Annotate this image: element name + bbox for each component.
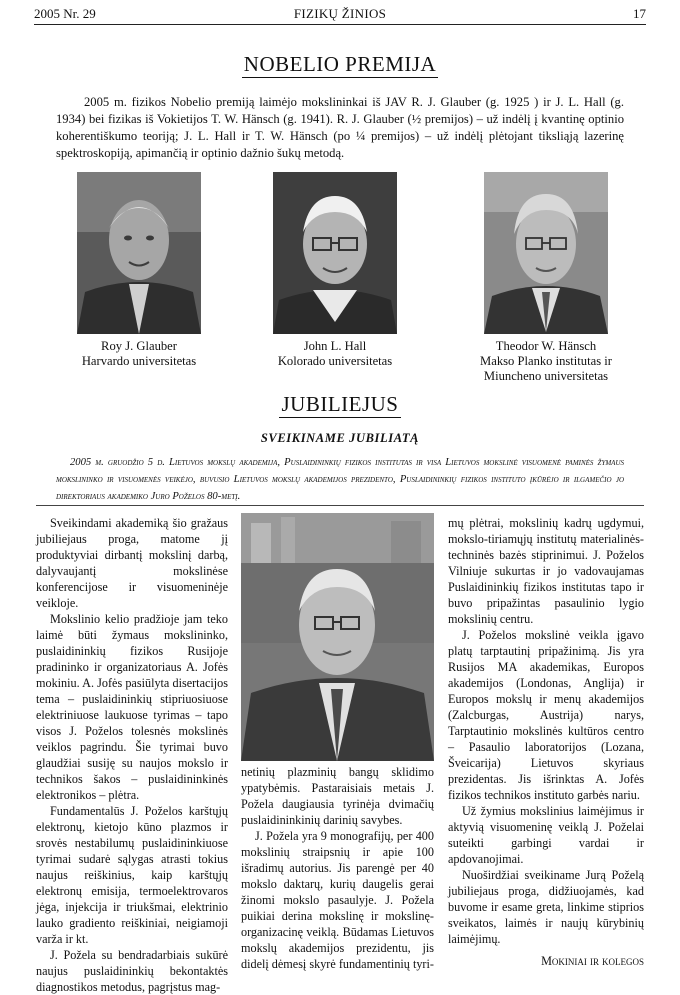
laureate-affiliation: Harvardo universitetas	[81, 354, 197, 368]
laureate-affiliation: Kolorado universitetas	[277, 354, 393, 368]
caption-hall	[235, 339, 435, 369]
laureate-name: John L. Hall	[303, 339, 367, 353]
paragraph: Sveikindami akademiką šio gražaus jubiliejaus proga, matome jį produktyviai dirbantį mokslinį darbą, dalyvaujantį mokslinėse konferencijose ir visuomeninėje veikloje.	[36, 516, 228, 610]
nobel-section-title: NOBELIO PREMIJA	[243, 52, 437, 76]
paragraph: mų plėtrai, mokslinių kadrų ugdymui, mokslo-tiriamųjų institutų materialinės-techninės bazės stiprinimui. J. Poželos Vilniuje sukurtas ir jo vadovaujamas Puslaidininkių fizikos institutas tapo ir buvo pripažintas pasaulinio lygio mokslinių centru.	[448, 516, 644, 626]
journal-title: FIZIKŲ ŽINIOS	[293, 6, 387, 21]
article-column-3	[448, 515, 644, 969]
paragraph: J. Požela yra 9 monografijų, per 400 mokslinių straipsnių ir apie 100 išradimų autorius. Jis parengė per 40 mokslo daktarų, kurių daugelis gerai žinomi mokslo pasaulyje. J. Požela puikiai derina mokslinę ir mokslinę-organizacinę veiklą. Būdamas Lietuvos mokslų akademijos prezidentu, jis didelį dėmesį skyrė fundamentinių tyri-	[241, 829, 434, 971]
paragraph: Fundamentalūs J. Poželos karštųjų elektronų, kietojo kūno plazmos ir srovės nestabilumų puslaidininkiuose tyrimai sudarė sąlygas atrasti tokius naujus reiškinius, kaip karštųjų elektronų emisija, termoelektrovaros jėga, injekcija ir triukšmai, elektrinio lauko gradiento reiškiniai, neigiamoji varža ir kt.	[36, 804, 228, 946]
paragraph: J. Požela su bendradarbiais sukūrė naujus puslaidininkių bekontaktės diagnostikos metodus, pagrįstus mag-	[36, 948, 228, 994]
jubilee-lead: 2005 m. gruodžio 5 d. Lietuvos mokslų akademija, Puslaidininkių fizikos institutas ir visa Lietuvos mokslinė visuomenė paminės žymaus mokslininko ir visuomenės veikėjo, buvusio Lietuvos mokslų akademijos prezidento, Puslaidininkių fizikos instituto įkūrėjo ir ilgamečio jo direktoriaus akademiko Juro Poželos 80-metį.	[56, 457, 624, 502]
article-column-2	[241, 764, 434, 972]
nobel-intro: 2005 m. fizikos Nobelio premiją laimėjo mokslininkai iš JAV R. J. Glauber (g. 1925 ) ir J. L. Hall (g. 1934) bei fizikas iš Vokietijos T. W. Hänsch (g. 1941). R. J. Glauber (½ premijos) – už indėlį į kvantinę optinio koherentiškumo teoriją; J. L. Hall ir T. W. Hänsch (po ¼ premijos) – už indėlį plėtojant tiksliąją lazerinę spektroskopiją, apimančią ir optinio dažnio šukų metodą.	[56, 95, 624, 160]
signature: Mokiniai ir kolegos	[541, 954, 644, 968]
page-header	[34, 6, 646, 25]
laureate-name: Theodor W. Hänsch	[495, 339, 597, 353]
page-number: 17	[633, 6, 646, 21]
laureate-affiliation: Makso Planko institutas ir Miuncheno universitetas	[480, 354, 612, 383]
section-divider	[36, 505, 644, 506]
caption-hansch	[446, 339, 646, 384]
photo-hansch	[484, 172, 608, 334]
paragraph: J. Poželos mokslinė veikla įgavo platų tarptautinį pripažinimą. Jis yra Rusijos MA akademikas, Europos akademijos (Londonas, Anglija) ir Europos mokslų ir menų akademijos (Zalcburgas, Austrija) narys, Tarptautinio mokslinės kultūros centro – Pasaulio laboratorijos (Lozana, Šveicarija) Lietuvos skyriaus prezidentas. Jis išrinktas A. Jofės fizikos technikos instituto garbės nariu.	[448, 628, 644, 802]
paragraph: Mokslinio kelio pradžioje jam teko laimė būti žymaus mokslininko, puslaidininkių fizikos Rusijoje pradininko ir organizatoriaus A. Jofės mokiniu. A. Jofės pasiūlyta disertacijos tema – puslaidininkių stipriuosiuose elektriniuose laukuose tyrimas – tapo visos J. Poželos tolesnės mokslinės veiklos pagrindu. Šie tyrimai buvo glaudžiai susiję su naujos mokslo ir technikos šakos – puslaidininkinės elektronikos – plėtra.	[36, 612, 228, 802]
caption-glauber	[39, 339, 239, 369]
photo-pozela	[241, 513, 434, 761]
issue-number: 2005 Nr. 29	[34, 6, 96, 21]
article-column-1	[36, 515, 228, 995]
paragraph: netinių plazminių bangų sklidimo ypatybėmis. Pastaraisiais metais J. Požela daugiausia tyrinėja dvimačių puslaidininkinių darinių savybes.	[241, 765, 434, 827]
paragraph: Nuoširdžiai sveikiname Jurą Poželą jubiliejaus proga, didžiuojamės, kad buvome ir esame greta, linkime stiprios sveikatos, laimės ir naujų kūrybinių laimėjimų.	[448, 868, 644, 946]
jubilee-section-title: JUBILIEJUS	[281, 392, 399, 416]
photo-glauber	[77, 172, 201, 334]
laureate-name: Roy J. Glauber	[101, 339, 177, 353]
paragraph: Už žymius mokslinius laimėjimus ir aktyvią visuomeninę veiklą J. Poželai suteikti garbingi vardai ir apdovanojimai.	[448, 804, 644, 866]
jubilee-subtitle: SVEIKINAME JUBILIATĄ	[260, 431, 420, 445]
photo-hall	[273, 172, 397, 334]
